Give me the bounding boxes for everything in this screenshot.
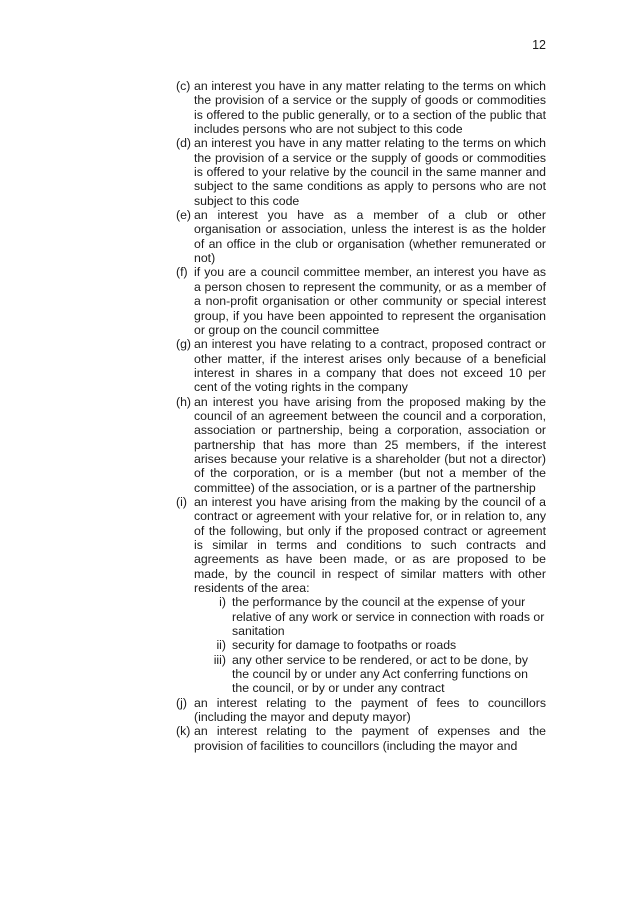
sub-item-text: security for damage to footpaths or roads xyxy=(232,638,457,653)
list-item-c xyxy=(176,79,546,136)
list-item-k xyxy=(176,724,546,753)
sub-item-label: iii) xyxy=(213,652,226,667)
list-item-j xyxy=(176,696,546,725)
item-label: (f) xyxy=(176,265,188,280)
item-label: (g) xyxy=(176,337,192,352)
item-label: (k) xyxy=(176,724,191,739)
item-text: an interest you have arising from the proposed making by the council of an agreement between the council and a corporation, association or partnership, being a corporation, association or partnership that has more than 25 members, if the interest arises because your relative is a shareholder (but not a director) of the corporation, or is a member (but not a member of the committee) of the association, or is a partner of the partnership xyxy=(194,394,546,495)
item-label: (d) xyxy=(176,136,192,151)
page-number: 12 xyxy=(532,38,546,52)
item-body xyxy=(194,495,546,696)
item-text: an interest you have relating to a contract, proposed contract or other matter, if the interest arises only because of a beneficial interest in shares in a company that does not exceed 10 per cent of the voting rights in the company xyxy=(194,337,546,395)
item-text: an interest relating to the payment of fees to councillors (including the mayor and deputy mayor) xyxy=(194,695,546,725)
sub-item-i xyxy=(194,595,546,638)
list-item-h xyxy=(176,395,546,495)
sub-item-label: ii) xyxy=(216,638,226,653)
item-text: an interest you have as a member of a club or other organisation or association, unless the interest is as the holder of an office in the club or organisation (whether remunerated or not) xyxy=(194,208,546,266)
item-text: an interest you have arising from the making by the council of a contract or agreement with your relative for, or in relation to, any of the following, but only if the proposed contract or agreement is similar in terms and conditions to such contracts and agreements as have been made, or as are proposed to be made, by the council in respect of similar matters with other residents of the area: xyxy=(194,494,546,596)
list-item-g xyxy=(176,337,546,394)
list-item-d xyxy=(176,136,546,208)
item-label: (e) xyxy=(176,208,192,223)
item-text: an interest you have in any matter relating to the terms on which the provision of a service or the supply of goods or commodities is offered to your relative by the council in the same manner and subject to the same conditions as apply to persons who are not subject to this code xyxy=(194,136,546,208)
item-label: (h) xyxy=(176,394,192,409)
exemptions-list xyxy=(176,79,546,753)
list-item-i xyxy=(176,495,546,696)
item-label: (c) xyxy=(176,79,191,93)
item-label: (i) xyxy=(176,494,187,509)
sub-item-iii xyxy=(194,653,546,696)
item-text: an interest relating to the payment of expenses and the provision of facilities to councillors (including the mayor and xyxy=(194,724,546,753)
item-label: (j) xyxy=(176,695,187,710)
sub-list xyxy=(194,595,546,695)
list-item-f xyxy=(176,265,546,337)
sub-item-text: the performance by the council at the expense of your relative of any work or service in connection with roads or sanitation xyxy=(232,595,545,639)
list-item-e xyxy=(176,208,546,265)
sub-item-label: i) xyxy=(219,595,226,610)
item-text: an interest you have in any matter relating to the terms on which the provision of a service or the supply of goods or commodities is offered to the public generally, or to a section of the public that includes persons who are not subject to this code xyxy=(194,79,546,137)
item-text: if you are a council committee member, an interest you have as a person chosen to represent the community, or as a member of a non-profit organisation or other community or special interest group, if you have been appointed to represent the organisation or group on the council committee xyxy=(194,265,546,337)
sub-item-ii xyxy=(194,638,546,652)
sub-item-text: any other service to be rendered, or act to be done, by the council by or under any Act conferring functions on the council, or by or under any contract xyxy=(232,652,528,696)
